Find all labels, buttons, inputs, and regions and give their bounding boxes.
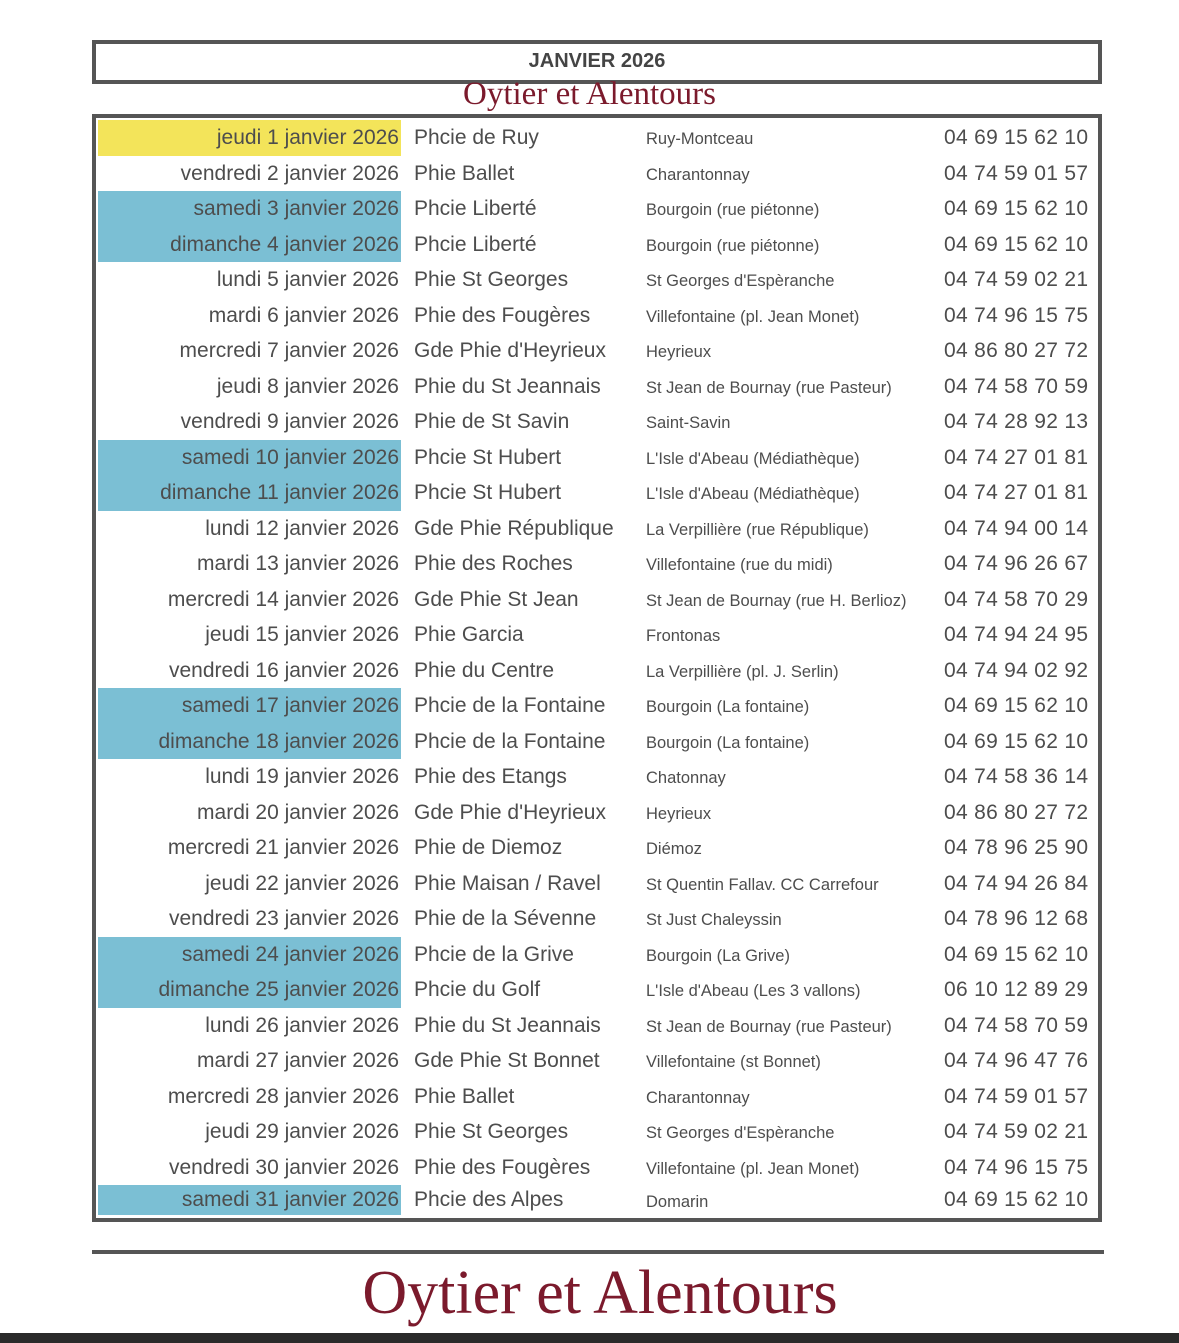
phone-number: 04 69 15 62 10 [944,232,1089,256]
date-text: mercredi 21 janvier 2026 [167,836,399,859]
table-row [96,1114,1098,1150]
pharmacy-location: La Verpillière (pl. J. Serlin) [646,662,839,681]
date-text: jeudi 22 janvier 2026 [205,871,399,895]
pharmacy-name: Phcie de la Fontaine [414,729,606,753]
date-cell [98,262,401,298]
pharmacy-name: Phie des Fougères [414,1155,591,1179]
date-text: dimanche 4 janvier 2026 [170,232,399,256]
date-text: dimanche 11 janvier 2026 [160,481,399,504]
pharmacy-location: St Quentin Fallav. CC Carrefour [646,875,879,894]
pharmacy-name: Phie Garcia [414,623,524,646]
date-text: samedi 3 janvier 2026 [193,197,399,220]
phone-number: 04 86 80 27 72 [944,800,1089,824]
pharmacy-location: Charantonnay [646,1088,750,1107]
date-cell [98,653,401,689]
table-row [96,582,1098,618]
phone-number: 04 74 94 02 92 [944,658,1089,682]
pharmacy-location: St Jean de Bournay (rue Pasteur) [646,378,892,397]
phone-number: 04 69 15 62 10 [944,126,1089,149]
pharmacy-name: Phie St Georges [414,268,569,291]
phone-number: 04 74 27 01 81 [944,481,1089,504]
pharmacy-location: Ruy-Montceau [646,130,754,148]
pharmacy-location: Heyrieux [646,804,712,823]
date-text: lundi 5 janvier 2026 [216,268,399,291]
phone-number: 04 69 15 62 10 [944,942,1089,966]
pharmacy-name: Phcie St Hubert [414,445,562,469]
table-row [96,830,1098,866]
phone-number: 04 78 96 12 68 [944,907,1089,930]
pharmacy-name: Phcie du Golf [414,978,541,1001]
pharmacy-name: Gde Phie St Jean [414,587,579,611]
date-text: samedi 17 janvier 2026 [181,694,399,717]
phone-number: 04 74 59 01 57 [944,161,1089,185]
date-cell [98,546,401,582]
pharmacy-name: Phie Ballet [414,161,515,185]
pharmacy-name: Phie Maisan / Ravel [414,871,601,895]
pharmacy-name: Phie du St Jeannais [414,374,601,398]
pharmacy-location: L'Isle d'Abeau (Les 3 vallons) [646,982,861,1000]
pharmacy-name: Phcie Liberté [414,232,537,256]
pharmacy-name: Phie St Georges [414,1120,569,1143]
date-cell [98,1150,401,1186]
date-cell [98,298,401,334]
table-row [96,156,1098,192]
date-cell [98,1079,401,1115]
date-text: vendredi 23 janvier 2026 [169,907,399,930]
bottom-bar [0,1333,1179,1343]
date-text: lundi 12 janvier 2026 [205,516,399,540]
phone-number: 04 69 15 62 10 [944,694,1089,717]
pharmacy-location: Bourgoin (La Grive) [646,946,790,965]
date-text: mercredi 14 janvier 2026 [167,587,399,611]
table-row [96,1185,1098,1215]
pharmacy-location: Bourgoin (rue piétonne) [646,201,820,219]
pharmacy-name: Gde Phie République [414,516,614,540]
pharmacy-name: Gde Phie d'Heyrieux [414,800,606,824]
date-cell [98,227,401,263]
date-cell [98,191,401,227]
date-text: dimanche 18 janvier 2026 [158,729,399,753]
pharmacy-location: Saint-Savin [646,414,731,432]
phone-number: 04 86 80 27 72 [944,339,1089,362]
pharmacy-location: Chatonnay [646,769,726,787]
pharmacy-name: Phcie de Ruy [414,126,539,149]
table-row [96,227,1098,263]
pharmacy-location: Villefontaine (pl. Jean Monet) [646,307,860,326]
divider [92,1250,1104,1254]
date-cell [98,688,401,724]
pharmacy-name: Phie des Roches [414,552,573,575]
pharmacy-location: L'Isle d'Abeau (Médiathèque) [646,485,860,503]
date-text: vendredi 30 janvier 2026 [169,1155,399,1179]
date-text: mercredi 28 janvier 2026 [167,1084,399,1108]
phone-number: 04 74 94 24 95 [944,623,1089,646]
table-rows [96,120,1098,1215]
date-text: samedi 24 janvier 2026 [181,942,399,966]
pharmacy-name: Phcie St Hubert [414,481,562,504]
pharmacy-location: Villefontaine (rue du midi) [646,556,833,574]
pharmacy-name: Phie de St Savin [414,410,570,433]
date-text: jeudi 8 janvier 2026 [216,374,399,398]
date-cell [98,511,401,547]
pharmacy-name: Gde Phie St Bonnet [414,1049,600,1072]
table-row [96,795,1098,831]
table-row [96,1008,1098,1044]
table-row [96,191,1098,227]
phone-number: 04 69 15 62 10 [944,1188,1089,1211]
pharmacy-name: Gde Phie d'Heyrieux [414,339,606,362]
phone-number: 04 69 15 62 10 [944,197,1089,220]
table-row [96,759,1098,795]
pharmacy-name: Phie du St Jeannais [414,1013,601,1037]
date-text: jeudi 1 janvier 2026 [216,126,399,149]
date-cell [98,759,401,795]
phone-number: 04 74 96 15 75 [944,303,1089,327]
date-text: samedi 31 janvier 2026 [181,1188,399,1211]
date-cell [98,866,401,902]
pharmacy-location: Diémoz [646,840,702,858]
phone-number: 04 74 28 92 13 [944,410,1089,433]
date-text: lundi 19 janvier 2026 [205,765,399,788]
table-row [96,653,1098,689]
table-row [96,972,1098,1008]
pharmacy-location: St Georges d'Espèranche [646,1124,835,1142]
phone-number: 04 74 96 26 67 [944,552,1089,575]
pharmacy-location: Villefontaine (pl. Jean Monet) [646,1159,860,1178]
table-row [96,262,1098,298]
date-cell [98,901,401,937]
date-text: vendredi 9 janvier 2026 [180,410,399,433]
phone-number: 04 74 96 15 75 [944,1155,1089,1179]
table-row [96,511,1098,547]
table-row [96,937,1098,973]
pharmacy-name: Phcie de la Fontaine [414,694,606,717]
pharmacy-name: Phie de la Sévenne [414,907,597,930]
pharmacy-location: St Just Chaleyssin [646,911,782,929]
phone-number: 04 69 15 62 10 [944,729,1089,753]
table-row [96,404,1098,440]
pharmacy-name: Phcie de la Grive [414,942,574,966]
date-cell [98,404,401,440]
table-row [96,688,1098,724]
table-row [96,617,1098,653]
date-text: mardi 6 janvier 2026 [208,303,399,327]
date-cell [98,1185,401,1215]
date-cell [98,724,401,760]
date-cell [98,475,401,511]
table-row [96,1150,1098,1186]
date-cell [98,369,401,405]
pharmacy-location: Villefontaine (st Bonnet) [646,1053,821,1071]
date-text: mardi 13 janvier 2026 [197,552,399,575]
table-row [96,475,1098,511]
table-row [96,1079,1098,1115]
date-text: mardi 20 janvier 2026 [197,800,399,824]
date-cell [98,120,401,156]
phone-number: 04 74 96 47 76 [944,1049,1089,1072]
date-cell [98,795,401,831]
phone-number: 04 74 94 26 84 [944,871,1089,895]
month-title: JANVIER 2026 [528,50,666,72]
pharmacy-name: Phie Ballet [414,1084,515,1108]
date-cell [98,1043,401,1079]
date-cell [98,440,401,476]
phone-number: 04 74 58 70 59 [944,1013,1089,1037]
table-row [96,901,1098,937]
watermark-top: Oytier et Alentours [463,76,716,112]
date-cell [98,937,401,973]
phone-number: 04 74 59 01 57 [944,1084,1089,1108]
table-row [96,866,1098,902]
date-text: jeudi 15 janvier 2026 [205,623,399,646]
pharmacy-location: St Georges d'Espèranche [646,272,835,290]
table-row [96,120,1098,156]
phone-number: 06 10 12 89 29 [944,978,1089,1001]
table-row [96,1043,1098,1079]
pharmacy-name: Phie de Diemoz [414,836,563,859]
pharmacy-name: Phcie des Alpes [414,1188,564,1211]
date-cell [98,617,401,653]
pharmacy-location: Bourgoin (rue piétonne) [646,236,820,255]
date-cell [98,830,401,866]
table-row [96,369,1098,405]
phone-number: 04 74 58 70 59 [944,374,1089,398]
date-text: mardi 27 janvier 2026 [197,1049,399,1072]
table-row [96,298,1098,334]
date-cell [98,582,401,618]
pharmacy-location: Bourgoin (La fontaine) [646,733,810,752]
pharmacy-location: Frontonas [646,627,721,645]
pharmacy-location: La Verpillière (rue République) [646,520,869,539]
date-text: vendredi 2 janvier 2026 [180,161,399,185]
date-cell [98,333,401,369]
date-cell [98,972,401,1008]
phone-number: 04 78 96 25 90 [944,836,1089,859]
date-cell [98,1114,401,1150]
phone-number: 04 74 59 02 21 [944,1120,1089,1143]
date-text: dimanche 25 janvier 2026 [158,978,399,1001]
pharmacy-location: St Jean de Bournay (rue H. Berlioz) [646,591,907,610]
pharmacy-name: Phie du Centre [414,658,555,682]
phone-number: 04 74 94 00 14 [944,516,1089,540]
phone-number: 04 74 58 36 14 [944,765,1089,788]
phone-number: 04 74 58 70 29 [944,587,1089,611]
table-row [96,333,1098,369]
pharmacy-name: Phie des Etangs [414,765,567,788]
date-text: vendredi 16 janvier 2026 [169,658,399,682]
pharmacy-location: Heyrieux [646,343,712,361]
date-text: mercredi 7 janvier 2026 [179,339,399,362]
pharmacy-location: Charantonnay [646,165,750,184]
date-cell [98,156,401,192]
table-row [96,546,1098,582]
date-text: lundi 26 janvier 2026 [205,1013,399,1037]
pharmacy-name: Phcie Liberté [414,197,537,220]
date-text: jeudi 29 janvier 2026 [205,1120,399,1143]
date-text: samedi 10 janvier 2026 [181,445,399,469]
phone-number: 04 74 59 02 21 [944,268,1089,291]
on-call-pharmacy-table [92,114,1102,1222]
watermark-bottom: Oytier et Alentours [362,1259,838,1327]
pharmacy-location: L'Isle d'Abeau (Médiathèque) [646,449,860,468]
date-cell [98,1008,401,1044]
table-row [96,440,1098,476]
pharmacy-location: St Jean de Bournay (rue Pasteur) [646,1017,892,1036]
pharmacy-location: Domarin [646,1193,709,1211]
pharmacy-location: Bourgoin (La fontaine) [646,698,810,716]
phone-number: 04 74 27 01 81 [944,445,1089,469]
table-row [96,724,1098,760]
pharmacy-name: Phie des Fougères [414,303,591,327]
